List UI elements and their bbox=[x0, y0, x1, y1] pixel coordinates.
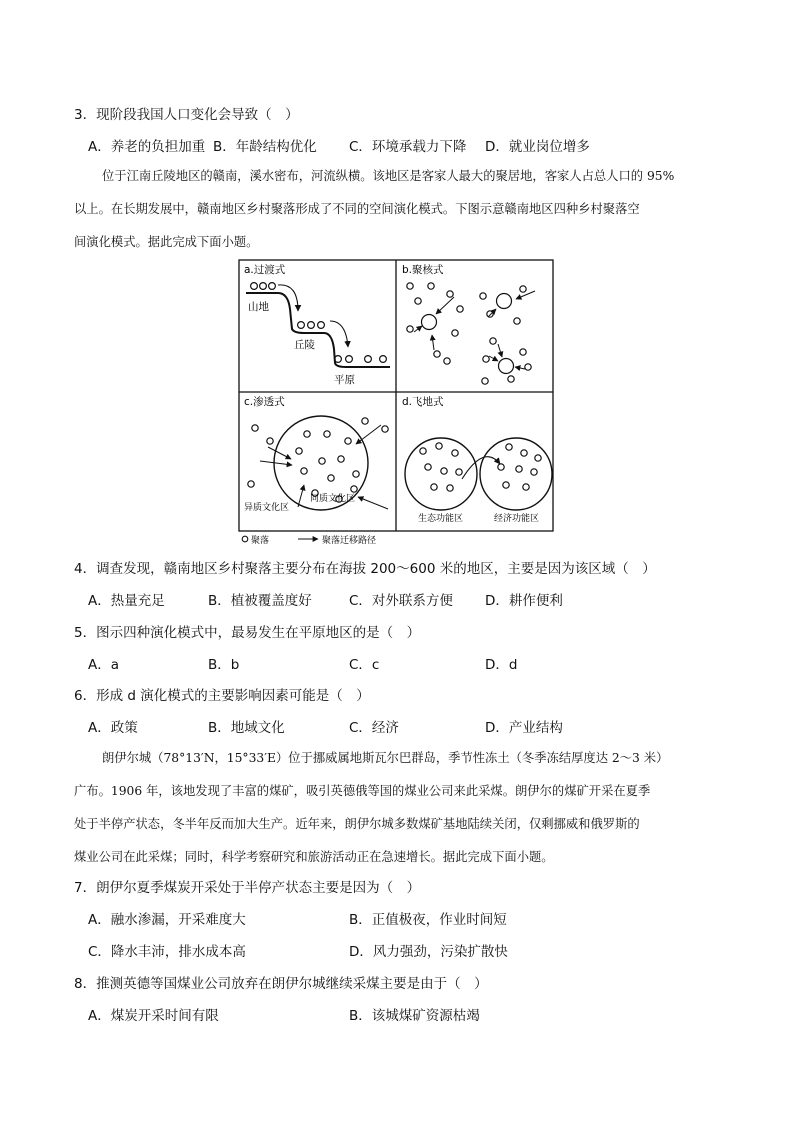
diagram-legend bbox=[242, 534, 376, 544]
question-8-stem: 8．推测英德等国煤业公司放弃在朗伊尔城继续采煤主要是由于（ ） bbox=[74, 976, 488, 992]
q5-option-a: A．a bbox=[88, 657, 120, 673]
q4-option-c: C．对外联系方便 bbox=[349, 593, 453, 609]
q7-option-c: C．降水丰沛，排水成本高 bbox=[88, 944, 246, 960]
label-mountain: 山地 bbox=[248, 301, 269, 313]
panel-d-title: d.飞地式 bbox=[402, 396, 444, 408]
question-5-stem: 5．图示四种演化模式中，最易发生在平原地区的是（ ） bbox=[74, 625, 421, 641]
passage1-line-2: 以上。在长期发展中，赣南地区乡村聚落形成了不同的空间演化模式。下图示意赣南地区四种乡村聚落空 bbox=[74, 202, 640, 216]
legend-path: 聚落迁移路径 bbox=[322, 536, 377, 544]
q5-option-c: C．c bbox=[349, 657, 380, 673]
question-6-stem: 6．形成 d 演化模式的主要影响因素可能是（ ） bbox=[74, 688, 370, 704]
q3-option-d: D．就业岗位增多 bbox=[485, 139, 590, 155]
panel-a-title: a.过渡式 bbox=[244, 264, 286, 276]
panel-c-title: c.渗透式 bbox=[244, 396, 285, 408]
economic-zone-circle bbox=[480, 438, 552, 510]
q8-option-b: B．该城煤矿资源枯竭 bbox=[349, 1008, 480, 1024]
label-plain: 平原 bbox=[334, 374, 355, 386]
label-hill: 丘陵 bbox=[294, 339, 315, 351]
passage1-line-3: 间演化模式。据此完成下面小题。 bbox=[74, 235, 259, 249]
label-homogeneous-culture: 同质文化区 bbox=[310, 494, 356, 504]
q7-option-b: B．正值极夜，作业时间短 bbox=[349, 912, 507, 928]
panel-b bbox=[402, 263, 535, 384]
passage2-line-2: 广布。1906 年，该地发现了丰富的煤矿，吸引英德俄等国的煤业公司来此采煤。朗伊尔的煤矿开采在夏季 bbox=[74, 784, 651, 798]
passage2-line-3: 处于半停产状态，冬半年反而加大生产。近年来，朗伊尔城多数煤矿基地陆续关闭，仅剩挪威和俄罗斯的 bbox=[74, 817, 640, 831]
legend-settlement: 聚落 bbox=[251, 536, 270, 544]
q8-option-a: A．煤炭开采时间有限 bbox=[88, 1008, 219, 1024]
question-4-stem: 4．调查发现，赣南地区乡村聚落主要分布在海拔 200～600 米的地区，主要是因为该区域（ ） bbox=[74, 561, 656, 577]
panel-b-title: b.聚核式 bbox=[402, 264, 444, 276]
settlement-evolution-diagram bbox=[238, 259, 554, 544]
label-ecological-zone: 生态功能区 bbox=[418, 514, 464, 524]
passage2-line-1: 朗伊尔城（78°13′N，15°33′E）位于挪威属地斯瓦尔巴群岛，季节性冻土（冬季冻结厚度达 2～3 米） bbox=[102, 751, 669, 765]
q5-option-d: D．d bbox=[485, 657, 518, 673]
q6-option-a: A．政策 bbox=[88, 720, 138, 736]
q4-option-a: A．热量充足 bbox=[88, 593, 165, 609]
q7-option-d: D．风力强劲，污染扩散快 bbox=[349, 944, 508, 960]
passage1-line-1: 位于江南丘陵地区的赣南，溪水密布，河流纵横。该地区是客家人最大的聚居地，客家人占总人口的 95% bbox=[102, 169, 675, 183]
label-heterogeneous-culture: 异质文化区 bbox=[244, 503, 290, 513]
label-economic-zone: 经济功能区 bbox=[494, 514, 540, 524]
q6-option-d: D．产业结构 bbox=[485, 720, 563, 736]
q3-option-a: A．养老的负担加重 bbox=[88, 139, 206, 155]
panel-c bbox=[244, 395, 388, 513]
q5-option-b: B．b bbox=[208, 657, 240, 673]
passage2-line-4: 煤业公司在此采煤；同时，科学考察研究和旅游活动正在急速增长。据此完成下面小题。 bbox=[74, 850, 554, 864]
q4-option-d: D．耕作便利 bbox=[485, 593, 563, 609]
question-3-stem: 3．现阶段我国人口变化会导致（ ） bbox=[74, 107, 299, 123]
q6-option-b: B．地域文化 bbox=[208, 720, 285, 736]
panel-d bbox=[402, 395, 552, 524]
panel-a bbox=[244, 263, 390, 386]
q3-option-b: B．年龄结构优化 bbox=[213, 139, 317, 155]
q6-option-c: C．经济 bbox=[349, 720, 399, 736]
q7-option-a: A．融水渗漏，开采难度大 bbox=[88, 912, 246, 928]
q4-option-b: B．植被覆盖度好 bbox=[208, 593, 312, 609]
legend-settlement-icon bbox=[242, 536, 248, 542]
q3-option-c: C．环境承载力下降 bbox=[349, 139, 467, 155]
question-7-stem: 7．朗伊尔夏季煤炭开采处于半停产状态主要是因为（ ） bbox=[74, 880, 421, 896]
